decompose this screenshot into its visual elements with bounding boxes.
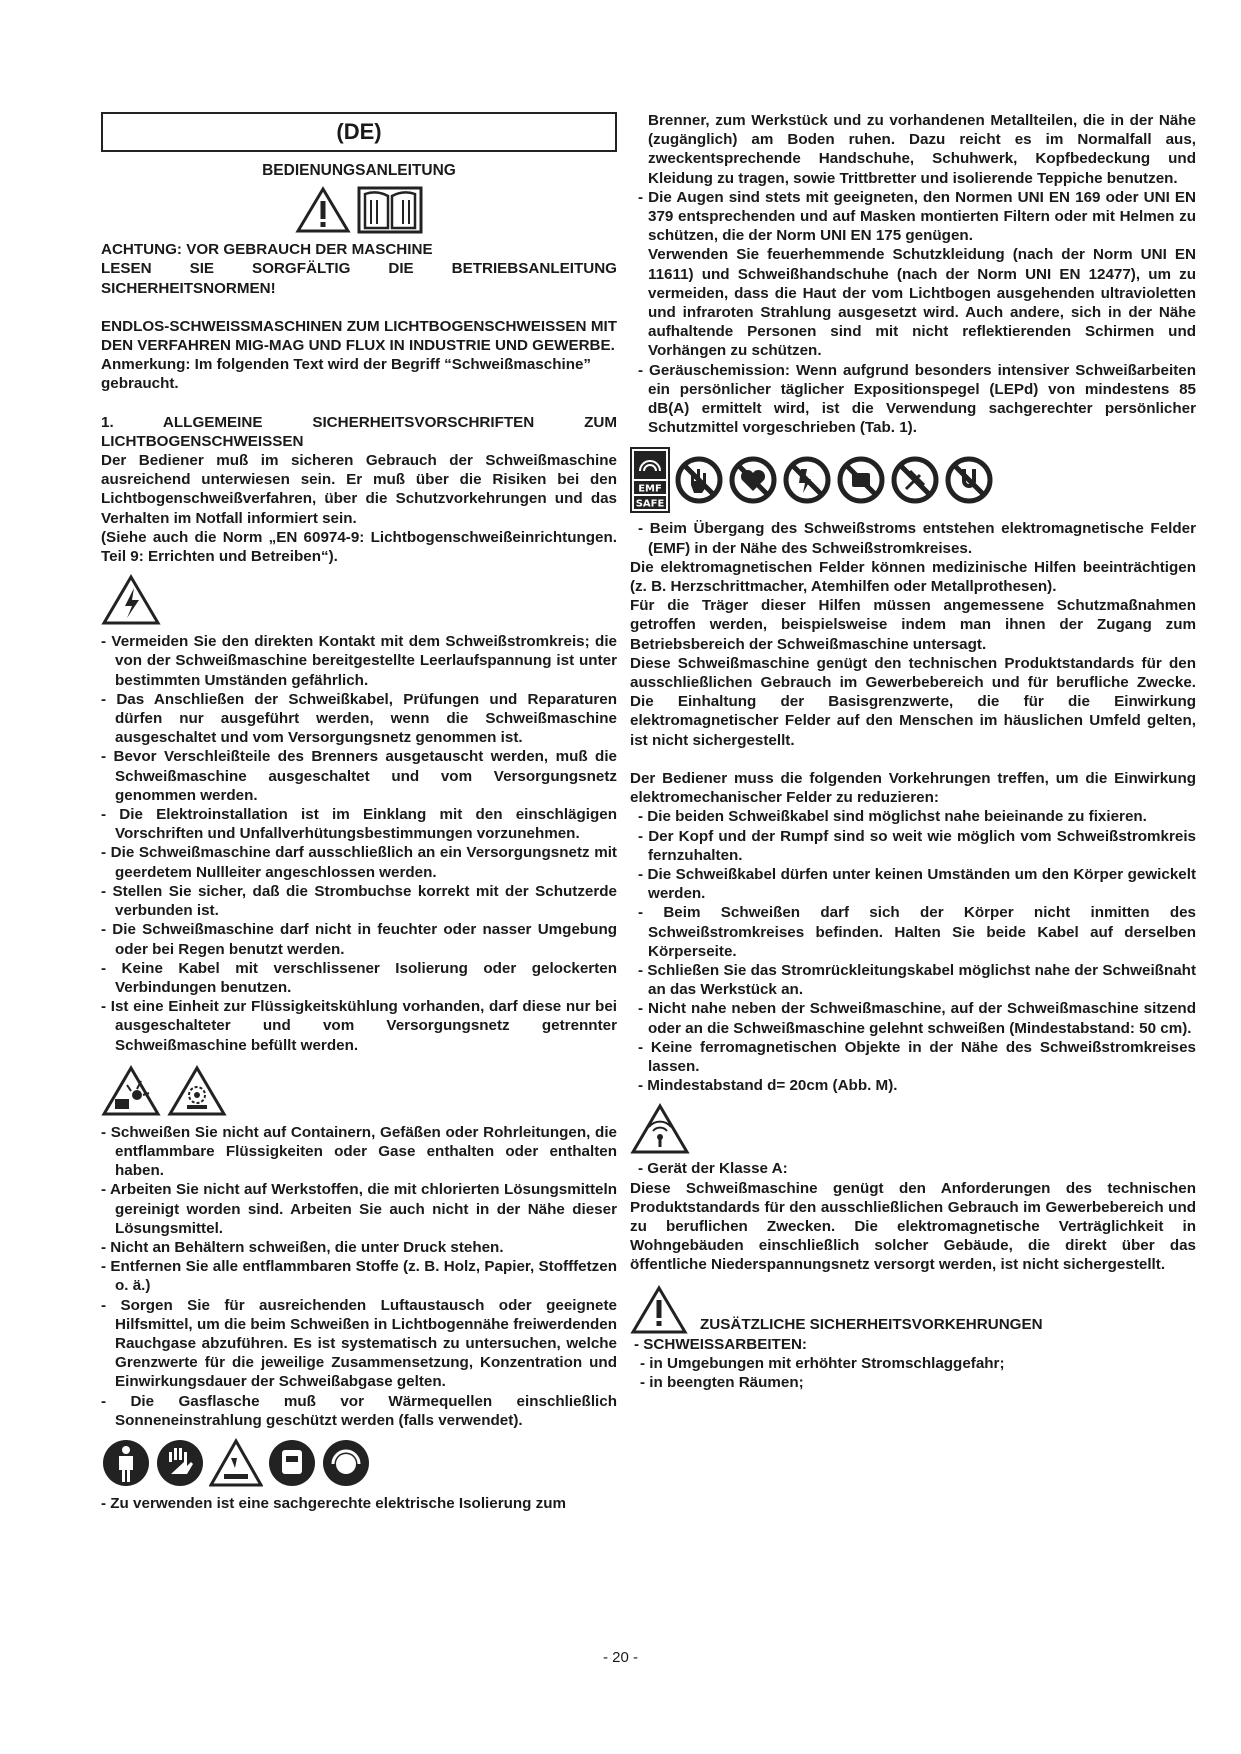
list-item: - Beim Schweißen darf sich der Körper nicht inmitten des Schweißstromkreises befinden. Halten Sie beide Kabel auf derselben Körperseite. <box>638 904 1196 960</box>
list-item: - Die beiden Schweißkabel sind möglichst nahe beieinande zu fixieren. <box>638 808 1147 826</box>
continued-text: Brenner, zum Werkstück und zu vorhandenen Metallteilen, die in der Nähe (zugänglich) am Boden ruhen. Dazu reicht es im Normalfall aus, zweckentsprechende Handschuhe, Schuhwerk, Kopfbedeckung und Kleidung zu tragen, sowie Trittbretter und isolierende Teppiche benutzen. <box>648 112 1196 187</box>
welding-item: - in Umgebungen mit erhöhter Stromschlaggefahr; <box>640 1354 1005 1372</box>
warning-line1: ACHTUNG: VOR GEBRAUCH DER MASCHINE <box>101 241 433 259</box>
no-pacemaker-icon <box>728 455 778 505</box>
list-item: - Stellen Sie sicher, daß die Strombuchse korrekt mit der Schutzerde verbunden ist. <box>101 882 617 920</box>
list-item: - Entfernen Sie alle entflammbaren Stoffe (z. B. Holz, Papier, Stofffetzen o. ä.) <box>101 1258 617 1295</box>
list-item: - Schließen Sie das Stromrückleitungskabel möglichst nahe der Schweißnaht an das Werkstück an. <box>638 961 1196 999</box>
manual-title: BEDIENUNGSANLEITUNG <box>262 162 456 179</box>
header-icons <box>101 186 617 234</box>
emf-radiation-warning-icon <box>630 1103 690 1155</box>
page-number: - 20 - <box>602 1649 638 1666</box>
list-item: - Vermeiden Sie den direkten Kontakt mit dem Schweißstromkreis; die von der Schweißmaschine bereitgestellte Leerlaufspannung ist unter bestimmten Umständen gefährlich. <box>101 633 617 689</box>
radiation-icon-row <box>630 1103 1196 1155</box>
noise-item: - Geräuschemission: Wenn aufgrund besonders intensiver Schweißarbeiten ein persönlicher täglicher Expositionspegel (LEPd) von mindestens 85 dB(A) ermittelt wird, ist die Verwendung sachgerechter persönlicher Schutzmittel vorgeschrieben (Tab. 1). <box>638 361 1196 437</box>
right-column <box>630 112 1196 1392</box>
ear-protection-icon <box>321 1438 371 1488</box>
emf-text3: Diese Schweißmaschine genügt den technischen Produktstandards für den ausschließlichen Gebrauch im Gewerbebereich und für berufliche Zwecke. Die Einhaltung der Basisgrenzwerte, die für die Einwirkung elektromagnetischer Felder auf den Menschen im häuslichen Umfeld gelten, ist nicht sichergestellt. <box>630 654 1196 749</box>
list-item: - Die Gasflasche muß vor Wärmequellen einschließlich Sonneneinstrahlung geschützt werden (falls verwendet). <box>101 1392 617 1429</box>
list-item: - Die Schweißkabel dürfen unter keinen Umständen um den Körper gewickelt werden. <box>638 865 1196 903</box>
corrosive-hazard-icon <box>209 1438 263 1488</box>
section1-norm: (Siehe auch die Norm „EN 60974-9: Lichtbogenschweißeinrichtungen. Teil 9: Errichten und Betreiben“). <box>101 528 617 566</box>
additional-heading-row <box>630 1285 1196 1335</box>
welding-item: - in beengten Räumen; <box>640 1373 804 1391</box>
list-item: - Keine Kabel mit verschlissener Isolierung oder gelockerten Verbindungen benutzen. <box>101 959 617 996</box>
warning-triangle-icon <box>295 186 351 234</box>
list-item: - Arbeiten Sie nicht auf Werkstoffen, die mit chlorierten Lösungsmitteln gereinigt worden sind. Arbeiten Sie auch nicht in der Nähe dieser Lösungsmittel. <box>101 1181 617 1237</box>
operator-text: Der Bediener muss die folgenden Vorkehrungen treffen, um die Einwirkung elektromechanischer Felder zu reduzieren: <box>630 769 1196 807</box>
emf-safe-icon <box>630 447 670 513</box>
list-item: - Keine ferromagnetischen Objekte in der Nähe des Schweißstromkreises lassen. <box>638 1038 1196 1075</box>
explosion-hazard-icon <box>101 1065 161 1117</box>
list-item: - Die Schweißmaschine darf ausschließlich an ein Versorgungsnetz mit geerdetem Nullleiter angeschlossen werden. <box>101 844 617 881</box>
class-a-text: Diese Schweißmaschine genügt den Anforderungen des technischen Produktstandards für den ausschließlichen Gebrauch im Gewerbebereich und zu beruflichen Zwecken. Die elektromagnetische Verträglichkeit in Wohngebäuden einschließlich solcher Gebäude, die direkt über das öffentliche Niederspannungsnetz versorgt werden, ist nicht sichergestellt. <box>630 1179 1196 1274</box>
fire-icon-row <box>101 1065 617 1117</box>
warning-line2: LESEN SIE SORGFÄLTIG DIE BETRIEBSANLEITUNG SICHERHEITSNORMEN! <box>101 260 617 297</box>
ppe-last-item: - Zu verwenden ist eine sachgerechte elektrische Isolierung zum <box>101 1494 567 1512</box>
list-item: - Der Kopf und der Rumpf sind so weit wie möglich vom Schweißstromkreis fernzuhalten. <box>638 827 1196 864</box>
face-shield-icon <box>267 1438 317 1488</box>
language-box: (DE) <box>101 112 617 152</box>
operator-items-list <box>630 807 1196 1095</box>
gloves-icon <box>155 1438 205 1488</box>
machine-description: ENDLOS-SCHWEISSMASCHINEN ZUM LICHTBOGENSCHWEISSEN MIT DEN VERFAHREN MIG-MAG UND FLUX IN INDUSTRIE UND GEWERBE. <box>101 317 617 355</box>
fire-hazard-icon <box>167 1065 227 1117</box>
emf-icon-row <box>630 447 1196 513</box>
list-item: - Nicht nahe neben der Schweißmaschine, auf der Schweißmaschine sitzend oder an die Schweißmaschine gelehnt schweißen (Mindestabstand: 50 cm). <box>638 1000 1196 1037</box>
electric-shock-icon <box>101 574 161 626</box>
no-tools-icon <box>890 455 940 505</box>
list-item: - Sorgen Sie für ausreichenden Luftaustausch oder geeignete Hilfsmittel, um die beim Schweißen in Lichtbogennähe freiwerdenden Rauchgase abzuführen. Es ist systematisch zu untersuchen, welche Grenzwerte für die jeweilige Zusammensetzung, Konzentration und Einwirkungsdauer der Schweißabgase gelten. <box>101 1296 617 1391</box>
list-item: - Die Elektroinstallation ist im Einklang mit den einschlägigen Vorschriften und Unfallverhütungsbestimmungen vorzunehmen. <box>101 806 617 843</box>
list-item: - Nicht an Behältern schweißen, die unter Druck stehen. <box>101 1238 504 1256</box>
electric-items-list <box>101 632 617 1054</box>
no-magnetic-objects-icon <box>944 455 994 505</box>
list-item: - Schweißen Sie nicht auf Containern, Gefäßen oder Rohrleitungen, die entflammbare Flüssigkeiten oder Gase enthalten oder enthalten haben. <box>101 1123 617 1180</box>
list-item: - Das Anschließen der Schweißkabel, Prüfungen und Reparaturen dürfen nur ausgeführt werden, wenn die Schweißmaschine ausgeschaltet und vom Versorgungsnetz genommen ist. <box>101 690 617 747</box>
no-watch-icon <box>836 455 886 505</box>
protective-clothing-icon <box>101 1438 151 1488</box>
clothing-text: Verwenden Sie feuerhemmende Schutzkleidung (nach der Norm UNI EN 11611) und Schweißhandschuhe (nach der Norm UNI EN 12477), um zu vermeiden, dass die Haut der vom Lichtbogen ausgehenden ultravioletten und infraroten Strahlung ausgesetzt wird. Auch andere, sich in der Nähe aufhaltende Personen sind mit nicht reflektierenden Schirmen und Vorhängen zu schützen. <box>648 246 1196 360</box>
eyes-item: - Die Augen sind stets mit geeigneten, den Normen UNI EN 169 oder UNI EN 379 entsprechenden und auf Masken montierten Filtern oder mit Helmen zu schützen, die der Norm UNI EN 175 genügen. <box>638 188 1196 245</box>
electric-icon-row <box>101 574 617 626</box>
list-item: - Mindestabstand d= 20cm (Abb. M). <box>638 1077 898 1095</box>
emf-text1: Die elektromagnetischen Felder können medizinische Hilfen beeinträchtigen (z. B. Herzschrittmacher, Atemhilfen oder Metallprothesen). <box>630 558 1196 596</box>
warning-triangle-icon <box>630 1285 688 1335</box>
list-item: - Bevor Verschleißteile des Brenners ausgetauscht werden, muß die Schweißmaschine ausgeschaltet und vom Versorgungsnetz genommen werden. <box>101 748 617 804</box>
section1-body: Der Bediener muß im sicheren Gebrauch der Schweißmaschine ausreichend unterwiesen sein. Er muß über die Risiken bei den Lichtbogenschweißverfahren, über die Schutzvorkehrungen und das Verhalten im Notfall informiert sein. <box>101 452 617 527</box>
no-touch-icon <box>674 455 724 505</box>
emf-item: - Beim Übergang des Schweißstroms entstehen elektromagnetische Felder (EMF) in der Nähe des Schweißstromkreises. <box>638 520 1196 557</box>
additional-heading: ZUSÄTZLICHE SICHERHEITSVORKEHRUNGEN <box>700 1316 1043 1334</box>
no-metal-implant-icon <box>782 455 832 505</box>
note: Anmerkung: Im folgenden Text wird der Begriff “Schweißmaschine” gebraucht. <box>101 356 592 393</box>
list-item: - Ist eine Einheit zur Flüssigkeitskühlung vorhanden, darf diese nur bei ausgeschalteter und vom Versorgungsnetz getrennter Schweißmaschine befüllt werden. <box>101 998 617 1054</box>
class-a-item: - Gerät der Klasse A: <box>638 1160 788 1178</box>
section1-heading: 1. ALLGEMEINE SICHERHEITSVORSCHRIFTEN ZUM LICHTBOGENSCHWEISSEN <box>101 413 617 450</box>
read-manual-icon <box>357 186 423 234</box>
left-column <box>101 112 617 1513</box>
fire-items-list <box>101 1123 617 1430</box>
welding-heading: - SCHWEISSARBEITEN: <box>634 1335 807 1353</box>
emf-label-top: EMF <box>638 483 662 495</box>
ppe-icon-row <box>101 1438 617 1488</box>
list-item: - Die Schweißmaschine darf nicht in feuchter oder nasser Umgebung oder bei Regen benutzt werden. <box>101 921 617 958</box>
emf-text2: Für die Träger dieser Hilfen müssen angemessene Schutzmaßnahmen getroffen werden, beispielsweise indem man ihnen der Zugang zum Betriebsbereich der Schweißmaschine untersagt. <box>630 597 1196 653</box>
emf-label-bottom: SAFE <box>635 498 665 510</box>
